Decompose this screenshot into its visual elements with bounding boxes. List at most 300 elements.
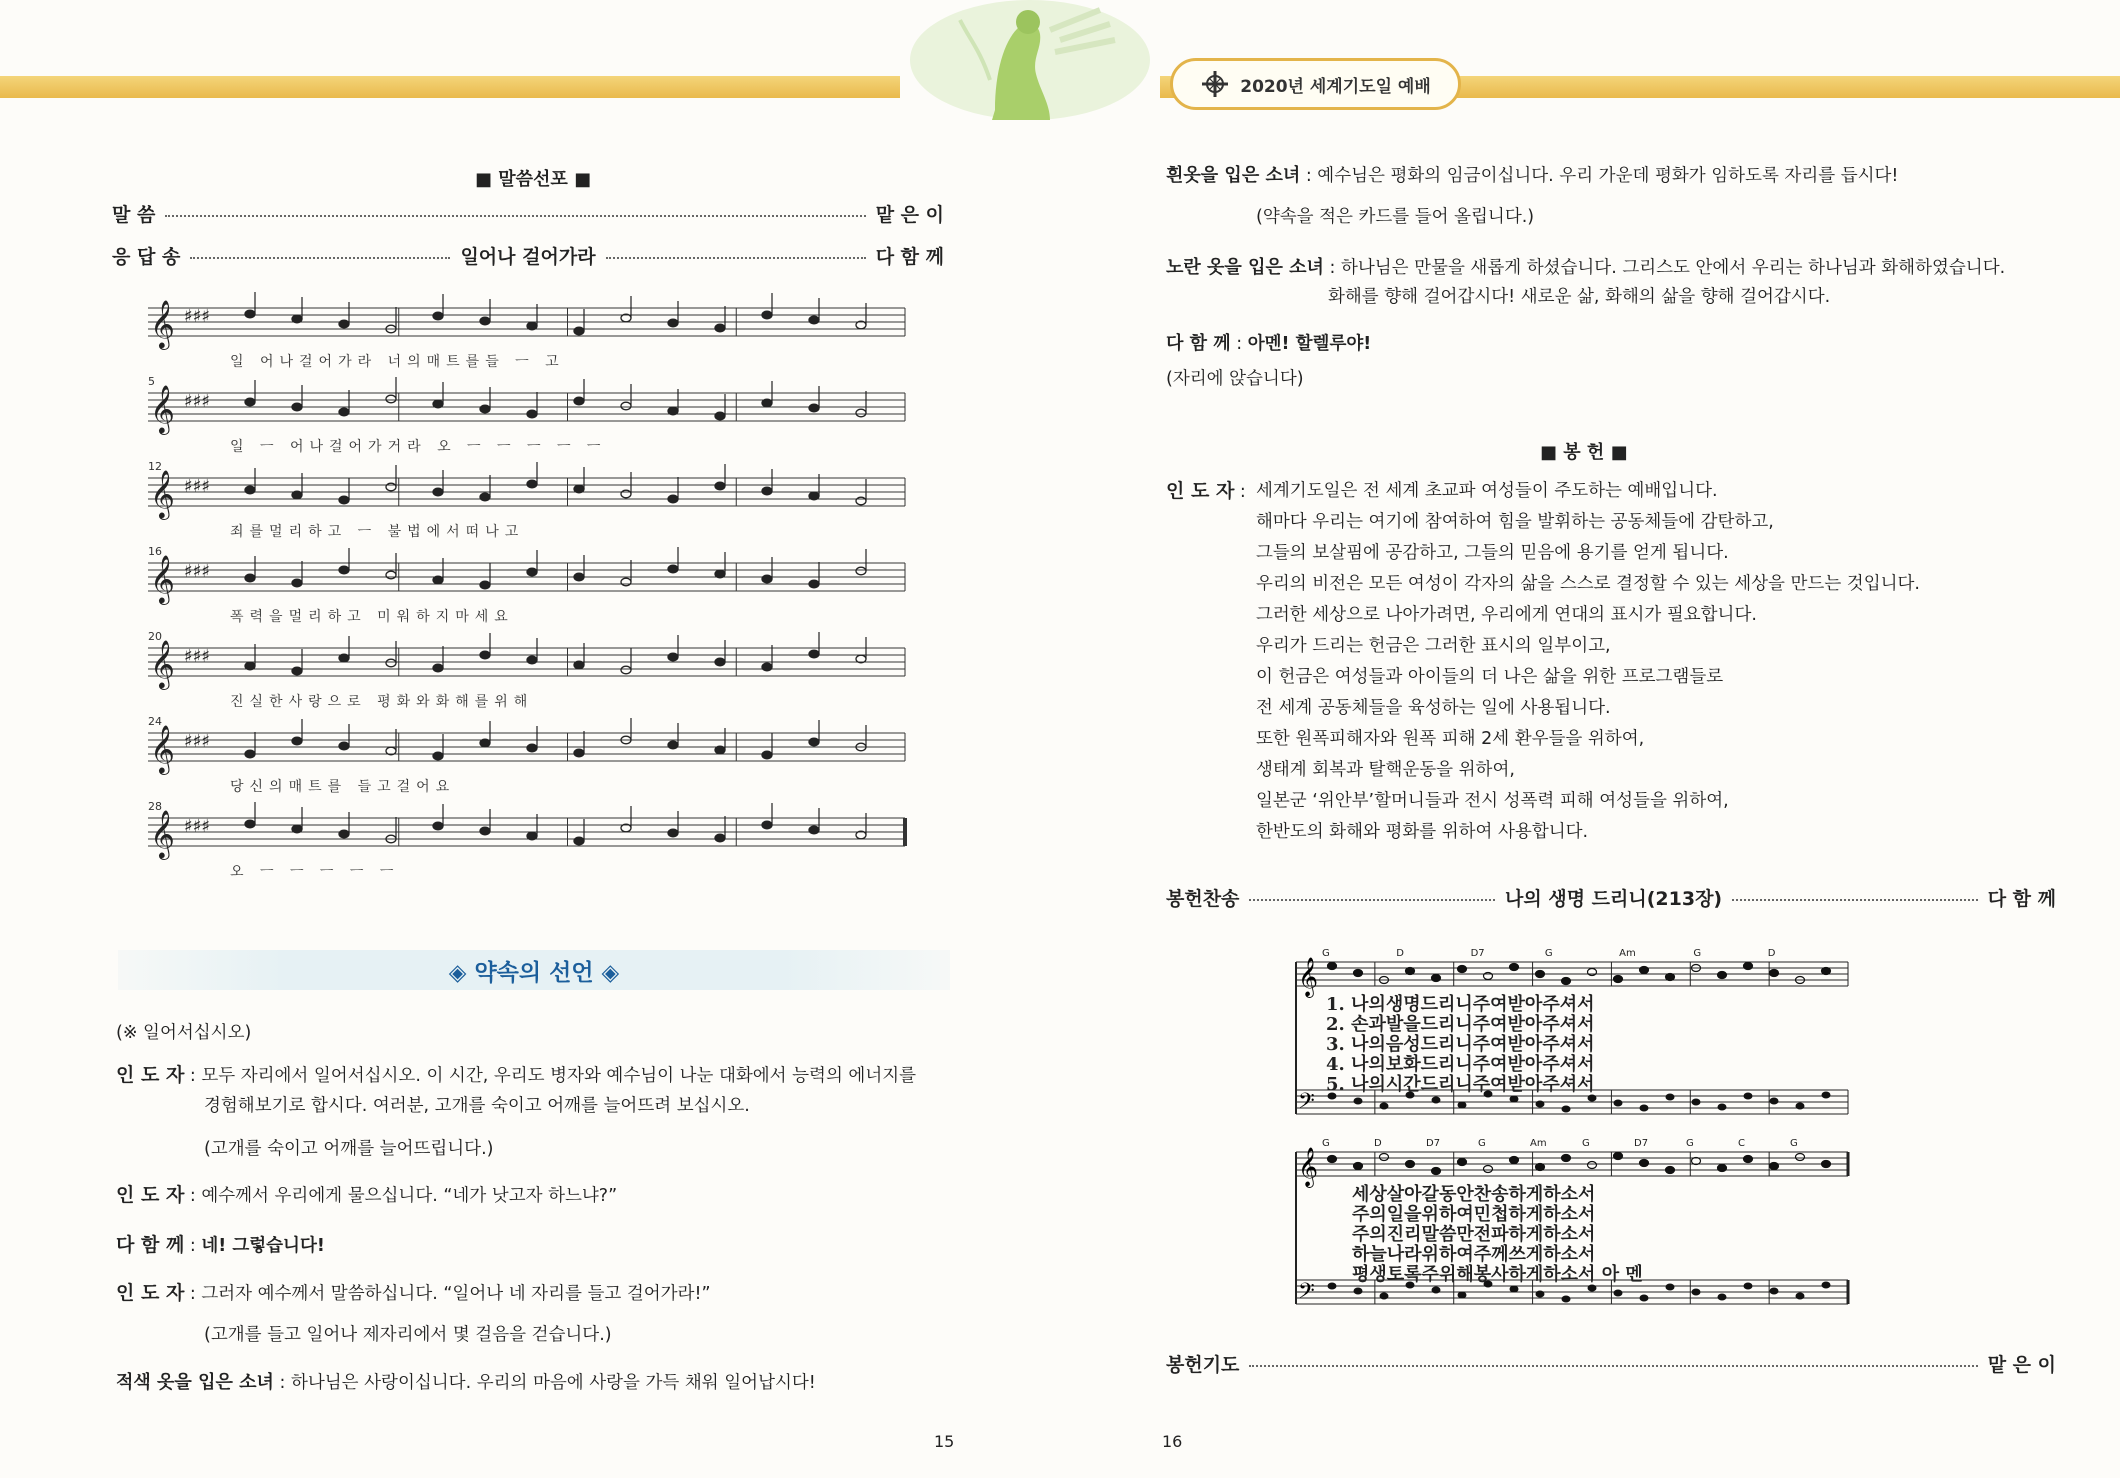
dialogue-all-2-note: (자리에 앉습니다)	[1166, 369, 1304, 389]
music-note	[762, 575, 772, 583]
music-note	[433, 664, 443, 672]
music-note	[339, 408, 349, 416]
music-note	[1458, 1159, 1467, 1166]
music-note	[1640, 1105, 1649, 1112]
program-row-response-song	[112, 242, 944, 269]
music-note	[1354, 1098, 1363, 1105]
chord-symbol: D	[1767, 948, 1776, 959]
music-note	[1822, 968, 1831, 975]
chord-symbol: G	[1686, 1138, 1694, 1149]
music-note	[621, 402, 631, 410]
speaker-label: 흰옷을 입은 소녀	[1166, 165, 1301, 186]
music-note	[339, 830, 349, 838]
music-note	[1640, 967, 1649, 974]
speaker-colon: :	[189, 1186, 202, 1206]
page-number-right: 16	[1162, 1432, 1183, 1451]
treble-clef-icon: 𝄞	[150, 299, 175, 348]
music-note	[856, 497, 866, 505]
offering-line: 또한 원폭피해자와 원폭 피해 2세 환우들을 위하여,	[1256, 729, 1645, 749]
music-note	[809, 580, 819, 588]
dialogue-text: 예수님은 평화의 임금이십니다. 우리 가운데 평화가 임하도록 자리를 듭시다!	[1317, 166, 1899, 186]
music-note	[1432, 1097, 1441, 1104]
music-note	[621, 666, 631, 674]
music-note	[1770, 1163, 1779, 1170]
treble-clef-icon: 𝄞	[150, 724, 175, 773]
music-note	[1692, 1289, 1701, 1296]
music-note	[292, 667, 302, 675]
music-note	[668, 565, 678, 573]
music-note	[339, 654, 349, 662]
program-row-label: 말 씀	[112, 204, 156, 226]
program-row-label: 응 답 송	[112, 246, 181, 268]
offering-line: 해마다 우리는 여기에 참여하여 힘을 발휘하는 공동체들에 감탄하고,	[1256, 512, 1774, 532]
music-note	[1822, 1092, 1831, 1099]
dialogue-text: 네! 그렇습니다!	[201, 1236, 325, 1256]
offering-line: 우리의 비전은 모든 여성이 각자의 삶을 스스로 결정할 수 있는 세상을 만드는 것입니다.	[1256, 574, 1920, 594]
offering-line: 이 헌금은 여성들과 아이들의 더 나은 삶을 위한 프로그램들로	[1256, 667, 1724, 687]
music-note	[1666, 974, 1675, 981]
music-note	[1770, 970, 1779, 977]
dialogue-leader-1-note: (고개를 숙이고 어깨를 늘어뜨립니다.)	[204, 1139, 494, 1159]
music-note	[762, 311, 772, 319]
dialogue-text: 하나님은 사랑이십니다. 우리의 마음에 사랑을 가득 채워 일어납시다!	[290, 1373, 816, 1393]
dialogue-leader-1	[116, 1060, 946, 1092]
music-note	[1354, 970, 1363, 977]
music-note	[574, 749, 584, 757]
song-lyric-line: 오 ㅡ ㅡ ㅡ ㅡ ㅡ	[230, 864, 400, 880]
hymn-verse: 5. 나의시간드리니주여받아주셔서	[1326, 1074, 1595, 1095]
music-note	[574, 485, 584, 493]
music-note	[1536, 971, 1545, 978]
program-row-right: 맡 은 이	[875, 204, 944, 226]
music-note	[527, 480, 537, 488]
dialogue-yellow-girl	[1166, 252, 2005, 284]
music-note	[1770, 1288, 1779, 1295]
hymn-verse: 3. 나의음성드리니주여받아주셔서	[1326, 1034, 1595, 1055]
music-note	[527, 410, 537, 418]
music-note	[1588, 1162, 1597, 1169]
music-note	[433, 576, 443, 584]
offering-line: 생태계 회복과 탈핵운동을 위하여,	[1256, 760, 1515, 780]
offering-line: 세계기도일은 전 세계 초교파 여성들이 주도하는 예배입니다.	[1256, 481, 1718, 501]
treble-clef-icon: 𝄞	[150, 384, 175, 433]
music-note	[1536, 1291, 1545, 1298]
section-title-sermon: ■ 말씀선포 ■	[475, 169, 592, 190]
treble-clef-icon: 𝄞	[150, 639, 175, 688]
music-note	[1796, 1103, 1805, 1110]
music-note	[1744, 963, 1753, 970]
chord-symbol: D	[1396, 948, 1404, 959]
music-note	[1380, 1154, 1389, 1161]
music-note	[1796, 1154, 1805, 1161]
speaker-colon: :	[189, 1236, 202, 1256]
speaker-label: 인 도 자	[1166, 480, 1235, 502]
music-note	[1562, 1155, 1571, 1162]
music-note	[1744, 1156, 1753, 1163]
music-note	[715, 412, 725, 420]
music-note	[292, 315, 302, 323]
music-note	[480, 739, 490, 747]
program-row-offering-prayer	[1166, 1350, 2056, 1377]
music-note	[339, 742, 349, 750]
music-note	[1328, 963, 1337, 970]
music-note	[292, 825, 302, 833]
music-note	[715, 746, 725, 754]
measure-number: 5	[148, 375, 155, 388]
measure-number: 20	[148, 630, 162, 643]
music-note	[574, 573, 584, 581]
music-note	[809, 650, 819, 658]
dialogue-leader-3	[116, 1278, 711, 1310]
dialogue-white-girl	[1166, 160, 1898, 192]
music-note	[1718, 1165, 1727, 1172]
song-lyric-line: 일 어나걸어가라 너의매트를들 ㅡ 고	[230, 354, 565, 370]
music-note	[1666, 1094, 1675, 1101]
dialogue-leader-2	[116, 1180, 617, 1212]
music-note	[1380, 1293, 1389, 1300]
dialogue-yellow-girl-cont: 화해를 향해 걸어갑시다! 새로운 삶, 화해의 삶을 향해 걸어갑시다.	[1328, 287, 1831, 307]
program-row-label: 봉헌기도	[1166, 1354, 1240, 1376]
speaker-label: 인 도 자	[116, 1282, 185, 1304]
music-note	[527, 744, 537, 752]
music-note	[762, 487, 772, 495]
offering-leader-text	[1256, 476, 1920, 848]
speaker-label: 노란 옷을 입은 소녀	[1166, 257, 1324, 278]
music-note	[480, 827, 490, 835]
music-note	[1744, 1283, 1753, 1290]
music-note	[856, 567, 866, 575]
music-note	[668, 495, 678, 503]
music-note	[762, 751, 772, 759]
music-note	[1562, 1106, 1571, 1113]
page-right	[1060, 0, 2120, 1478]
music-note	[1614, 1100, 1623, 1107]
program-row-middle: 나의 생명 드리니(213장)	[1505, 888, 1723, 910]
music-note	[1718, 1104, 1727, 1111]
music-note	[574, 837, 584, 845]
speaker-colon: :	[1305, 166, 1318, 186]
speaker-colon: :	[1239, 482, 1246, 502]
dialogue-leader-1-cont: 경험해보기로 합시다. 여러분, 고개를 숙이고 어깨를 늘어뜨려 보십시오.	[204, 1096, 750, 1116]
song-lyric-line: 진실한사랑으로 평화와화해를위해	[230, 694, 534, 710]
program-row-sermon	[112, 200, 944, 227]
dotted-leader	[1249, 1365, 1977, 1367]
song-lyric-line: 폭력을멀리하고 미워하지마세요	[230, 609, 514, 625]
music-note	[762, 821, 772, 829]
music-note	[1692, 1158, 1701, 1165]
program-row-middle: 일어나 걸어가라	[460, 246, 596, 268]
music-note	[1588, 1285, 1597, 1292]
dialogue-white-girl-note: (약속을 적은 카드를 들어 올립니다.)	[1256, 207, 1535, 227]
music-note	[1562, 1296, 1571, 1303]
section-title-offering: ■ 봉 헌 ■	[1540, 442, 1628, 463]
key-signature-icon: ♯♯♯	[184, 391, 211, 412]
music-note	[1510, 964, 1519, 971]
music-note	[339, 496, 349, 504]
music-note	[1822, 1282, 1831, 1289]
program-row-right: 다 함 께	[1987, 888, 2056, 910]
music-note	[386, 659, 396, 667]
measure-number: 12	[148, 460, 162, 473]
music-note	[433, 312, 443, 320]
instruction-stand: (※ 일어서십시오)	[116, 1023, 252, 1043]
hymn-verse: 하늘나라위하여주께쓰게하소서	[1352, 1244, 1596, 1265]
music-note	[245, 750, 255, 758]
music-note	[1432, 1287, 1441, 1294]
treble-clef-icon: 𝄞	[1298, 1147, 1319, 1187]
music-note	[480, 405, 490, 413]
key-signature-icon: ♯♯♯	[184, 476, 211, 497]
music-note	[1536, 1101, 1545, 1108]
offering-line: 우리가 드리는 헌금은 그러한 표시의 일부이고,	[1256, 636, 1611, 656]
music-note	[527, 832, 537, 840]
speaker-colon: :	[279, 1373, 291, 1393]
dotted-leader	[1732, 899, 1978, 901]
music-note	[668, 829, 678, 837]
chord-symbol: G	[1322, 1138, 1330, 1149]
treble-clef-icon: 𝄞	[1298, 957, 1319, 997]
page-number-left: 15	[934, 1432, 955, 1451]
music-note	[574, 661, 584, 669]
dialogue-all-2	[1166, 328, 1371, 360]
key-signature-icon: ♯♯♯	[184, 646, 211, 667]
music-note	[1718, 1294, 1727, 1301]
declaration-title: ◈ 약속의 선언 ◈	[448, 959, 620, 986]
speaker-colon: :	[189, 1284, 202, 1304]
program-row-label: 봉헌찬송	[1166, 888, 1240, 910]
chord-symbol: G	[1582, 1138, 1590, 1149]
offering-line: 일본군 ‘위안부’할머니들과 전시 성폭력 피해 여성들을 위하여,	[1256, 791, 1729, 811]
chord-symbol: Am	[1619, 948, 1636, 959]
treble-clef-icon: 𝄞	[150, 554, 175, 603]
chord-symbol: G	[1693, 948, 1702, 959]
speaker-colon: :	[1236, 334, 1248, 354]
music-note	[762, 399, 772, 407]
speaker-label: 인 도 자	[116, 1064, 185, 1086]
dialogue-text: 그러자 예수께서 말씀하십니다. “일어나 네 자리를 들고 걸어가라!”	[201, 1284, 711, 1304]
music-note	[762, 663, 772, 671]
music-note	[386, 395, 396, 403]
dialogue-text: 아멘! 할렐루야!	[1247, 334, 1372, 354]
music-note	[292, 491, 302, 499]
music-note	[433, 488, 443, 496]
music-note	[386, 483, 396, 491]
music-note	[574, 397, 584, 405]
music-note	[1354, 1288, 1363, 1295]
header-title: 2020년 세계기도일 예배	[1240, 76, 1431, 97]
music-note	[292, 737, 302, 745]
song-lyric-line: 일 ㅡ 어나걸어가거라 오 ㅡ ㅡ ㅡ ㅡ ㅡ	[230, 439, 607, 455]
offering-leader-label-wrap	[1166, 476, 1246, 508]
music-note	[1406, 968, 1415, 975]
key-signature-icon: ♯♯♯	[184, 306, 211, 327]
music-note	[292, 403, 302, 411]
music-note	[433, 822, 443, 830]
treble-clef-icon: 𝄞	[150, 809, 175, 858]
chord-symbol: G	[1790, 1138, 1798, 1149]
music-note	[480, 581, 490, 589]
dialogue-all-1	[116, 1230, 325, 1262]
music-note	[339, 566, 349, 574]
music-note	[1328, 1156, 1337, 1163]
dotted-leader	[165, 215, 865, 217]
music-note	[715, 324, 725, 332]
offering-line: 한반도의 화해와 평화를 위하여 사용합니다.	[1256, 822, 1589, 842]
chord-symbol: D7	[1634, 1138, 1649, 1149]
music-note	[1796, 1293, 1805, 1300]
music-note	[245, 310, 255, 318]
hymn-verse: 4. 나의보화드리니주여받아주셔서	[1326, 1054, 1595, 1075]
music-note	[527, 568, 537, 576]
speaker-colon: :	[189, 1066, 202, 1086]
music-note	[668, 653, 678, 661]
music-note	[1614, 1153, 1623, 1160]
music-note	[1718, 972, 1727, 979]
music-note	[668, 319, 678, 327]
offering-line: 그들의 보살핌에 공감하고, 그들의 믿음에 용기를 얻게 됩니다.	[1256, 543, 1729, 563]
music-note	[856, 409, 866, 417]
dialogue-leader-3-note: (고개를 들고 일어나 제자리에서 몇 걸음을 걷습니다.)	[204, 1325, 612, 1345]
music-note	[621, 578, 631, 586]
music-note	[1614, 1290, 1623, 1297]
music-note	[1380, 1103, 1389, 1110]
music-note	[715, 658, 725, 666]
program-row-right: 다 함 께	[875, 246, 944, 268]
speaker-label: 적색 옷을 입은 소녀	[116, 1372, 274, 1393]
music-note	[1432, 975, 1441, 982]
music-note	[574, 327, 584, 335]
chord-symbol: C	[1738, 1138, 1745, 1149]
music-note	[1588, 1095, 1597, 1102]
chord-symbol: D	[1374, 1138, 1382, 1149]
declaration-banner	[118, 950, 950, 990]
song-lyric-line: 당신의매트를 들고걸어요	[230, 779, 456, 795]
dotted-leader	[190, 257, 450, 259]
key-signature-icon: ♯♯♯	[184, 816, 211, 837]
chord-symbol: D7	[1470, 948, 1485, 959]
chord-symbol: G	[1322, 948, 1330, 959]
music-note	[809, 404, 819, 412]
music-note	[245, 486, 255, 494]
dialogue-text: 예수께서 우리에게 물으십니다. “네가 낫고자 하느냐?”	[201, 1186, 618, 1206]
music-note	[480, 317, 490, 325]
music-note	[245, 574, 255, 582]
music-note	[1510, 1096, 1519, 1103]
dialogue-text: 모두 자리에서 일어서십시오. 이 시간, 우리도 병자와 예수님이 나눈 대화에서 능력의 에너지를	[201, 1066, 917, 1086]
music-note	[1536, 1164, 1545, 1171]
music-note	[527, 656, 537, 664]
music-note	[1614, 976, 1623, 983]
music-note	[809, 316, 819, 324]
music-note	[1640, 1295, 1649, 1302]
music-note	[1666, 1167, 1675, 1174]
speaker-label: 다 함 께	[1166, 333, 1231, 354]
bass-clef-icon: 𝄢	[1298, 1089, 1315, 1119]
music-note	[292, 579, 302, 587]
music-note	[1406, 1161, 1415, 1168]
music-note	[433, 752, 443, 760]
music-note	[1666, 1284, 1675, 1291]
chord-symbol: G	[1544, 948, 1553, 959]
program-row-offering-hymn	[1166, 884, 2056, 911]
music-note	[809, 826, 819, 834]
music-note	[809, 738, 819, 746]
music-note	[1432, 1168, 1441, 1175]
program-row-right: 맡 은 이	[1987, 1354, 2056, 1376]
speaker-colon: :	[1329, 258, 1341, 278]
dialogue-text: 하나님은 만물을 새롭게 하셨습니다. 그리스도 안에서 우리는 하나님과 화해하였습니다.	[1340, 258, 2006, 278]
hymn-verse: 주의일을위하여민첩하게하소서	[1352, 1204, 1596, 1225]
music-note	[480, 651, 490, 659]
key-signature-icon: ♯♯♯	[184, 731, 211, 752]
music-note	[1744, 1093, 1753, 1100]
music-note	[1328, 1283, 1337, 1290]
music-note	[1510, 1286, 1519, 1293]
music-note	[715, 482, 725, 490]
hymn-verse: 평생토록주위해봉사하게하소서 아 멘	[1352, 1264, 1643, 1285]
hymn-verses-block-1	[1326, 995, 1595, 1095]
song-score	[140, 290, 920, 900]
hymn-score	[1292, 930, 1852, 1325]
hymn-verse: 주의진리말씀만전파하게하소서	[1352, 1224, 1596, 1245]
hymn-verse: 2. 손과발을드리니주여받아주셔서	[1326, 1014, 1595, 1035]
music-note	[339, 320, 349, 328]
music-note	[809, 492, 819, 500]
music-note	[245, 820, 255, 828]
music-note	[527, 322, 537, 330]
music-note	[1640, 1160, 1649, 1167]
chord-symbol: G	[1478, 1138, 1486, 1149]
bass-clef-icon: 𝄢	[1298, 1279, 1315, 1309]
speaker-label: 다 함 께	[116, 1234, 185, 1256]
offering-line: 전 세계 공동체들을 육성하는 일에 사용됩니다.	[1256, 698, 1611, 718]
measure-number: 16	[148, 545, 162, 558]
music-note	[1562, 978, 1571, 985]
offering-line: 그러한 세상으로 나아가려면, 우리에게 연대의 표시가 필요합니다.	[1256, 605, 1757, 625]
measure-number: 28	[148, 800, 162, 813]
measure-number: 24	[148, 715, 162, 728]
song-lyric-line: 죄를멀리하고 ㅡ 불법에서떠나고	[230, 524, 525, 540]
treble-clef-icon: 𝄞	[150, 469, 175, 518]
music-note	[433, 400, 443, 408]
music-note	[668, 407, 678, 415]
music-note	[1354, 1163, 1363, 1170]
music-note	[386, 571, 396, 579]
music-note	[1458, 1292, 1467, 1299]
music-note	[245, 662, 255, 670]
music-note	[715, 834, 725, 842]
music-note	[1458, 1102, 1467, 1109]
hymn-verses-block-2	[1352, 1185, 1643, 1285]
music-note	[668, 741, 678, 749]
music-note	[1484, 1166, 1493, 1173]
music-note	[245, 398, 255, 406]
music-note	[1692, 1099, 1701, 1106]
chord-symbol: Am	[1530, 1138, 1547, 1149]
key-signature-icon: ♯♯♯	[184, 561, 211, 582]
music-note	[621, 490, 631, 498]
chord-symbol: D7	[1426, 1138, 1441, 1149]
music-note	[1822, 1161, 1831, 1168]
music-note	[480, 493, 490, 501]
dotted-leader	[1249, 899, 1495, 901]
hymn-verse: 세상살아갈동안찬송하게하소서	[1352, 1184, 1596, 1205]
speaker-label: 인 도 자	[116, 1184, 185, 1206]
dialogue-red-girl	[116, 1367, 816, 1399]
dotted-leader	[606, 257, 866, 259]
music-note	[1510, 1157, 1519, 1164]
hymn-verse: 1. 나의생명드리니주여받아주셔서	[1326, 994, 1595, 1015]
